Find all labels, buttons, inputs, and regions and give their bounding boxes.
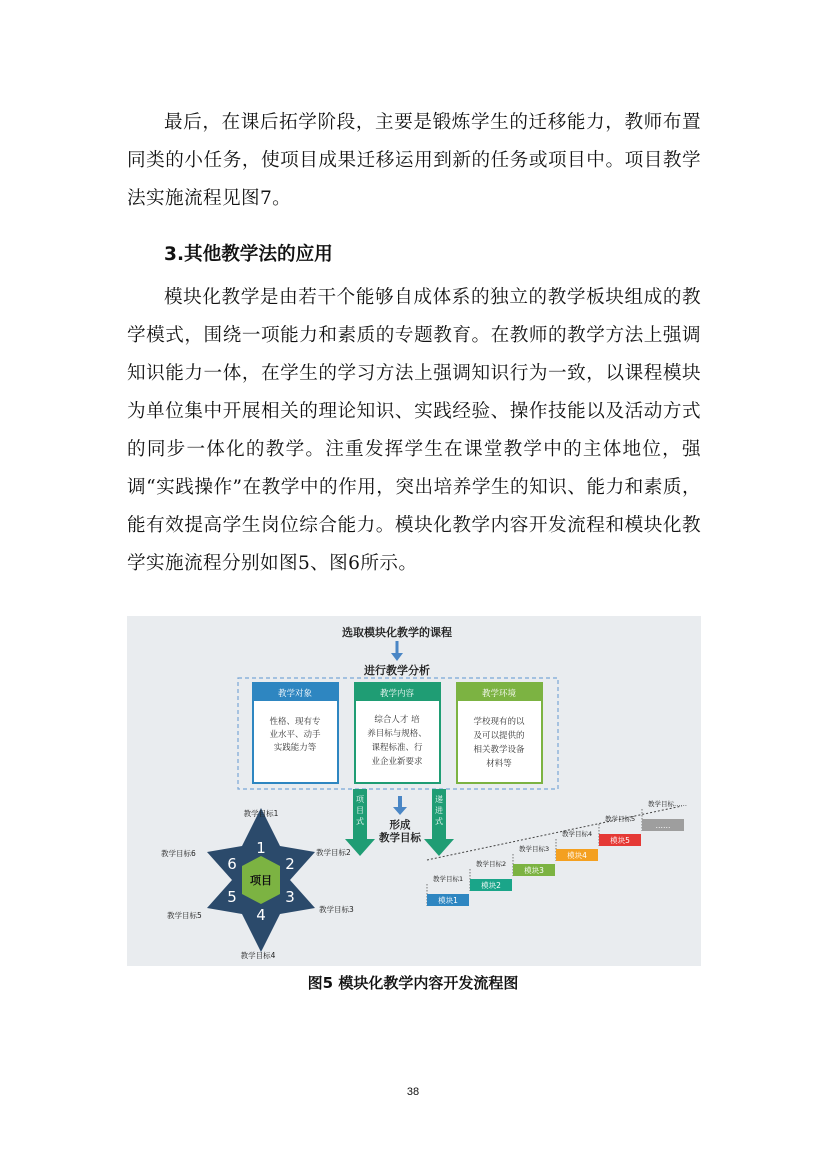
stair-module-label-3: 模块3 — [524, 866, 544, 875]
stair-goal-label-1: 教学目标1 — [433, 875, 464, 883]
star-goal-6: 教学目标6 — [161, 849, 196, 858]
star-number-3: 3 — [285, 888, 295, 906]
project-style-arrow — [345, 789, 375, 856]
flow-diagram — [127, 616, 701, 966]
center-label-1: 形成 — [389, 819, 411, 831]
star-number-2: 2 — [285, 855, 295, 873]
center-label-2: 教学目标 — [379, 832, 421, 844]
analysis-label: 进行教学分析 — [364, 664, 430, 677]
page-number: 38 — [406, 1086, 420, 1098]
top-label: 选取模块化教学的课程 — [342, 626, 452, 639]
stair-goal-label-2: 教学目标2 — [476, 860, 507, 868]
box-3-line-4: 材料等 — [486, 759, 512, 769]
box-2-line-1: 综合人才 培 — [374, 715, 420, 725]
box-teaching-object — [253, 683, 338, 783]
box-1-line-3: 实践能力等 — [273, 743, 317, 753]
left-arrow-char-3: 式 — [356, 817, 364, 826]
stair-goal-label-3: 教学目标3 — [519, 845, 550, 853]
stair-module-label-2: 模块2 — [481, 881, 501, 890]
stair-module-label-4: 模块4 — [567, 851, 587, 860]
paragraph-modular-teaching: 模块化教学是由若干个能够自成体系的独立的教学板块组成的教学模式，围绕一项能力和素质的专题教育。在教师的教学方法上强调知识能力一体，在学生的学习方法上强调知识行为一致，以课程模块为单位集中开展相关的理论知识、实践经验、操作技能以及活动方式的同步一体化的教学。注重发挥学生在课堂教学中的主体地位，强调“实践操作”在教学中的作用，突出培养学生的知识、能力和素质，能有效提高学生岗位综合能力。模块化教学内容开发流程和模块化教学实施流程分别如图5、图6所示。 — [127, 287, 701, 574]
left-arrow-char-1: 项 — [356, 795, 364, 804]
stair-module-label-6: …… — [655, 821, 671, 830]
progressive-style-arrow — [424, 789, 454, 856]
star-number-5: 5 — [227, 888, 237, 906]
box-teaching-environment — [457, 683, 542, 783]
right-arrow-char-1: 递 — [435, 795, 443, 804]
star-number-4: 4 — [256, 906, 266, 924]
section-heading: 3.其他教学法的应用 — [164, 244, 333, 265]
hub-label: 项目 — [250, 874, 272, 887]
down-arrow-head-2 — [393, 807, 407, 815]
star-number-1: 1 — [256, 839, 266, 857]
star-goal-1: 教学目标1 — [243, 809, 279, 818]
box-1-line-2: 业水平、动手 — [269, 730, 321, 740]
down-arrow-head-1 — [391, 653, 403, 661]
box-3-line-1: 学校现有的以 — [473, 717, 525, 727]
box-2-line-2: 养目标与规格、 — [367, 729, 427, 739]
star-number-6: 6 — [227, 855, 237, 873]
stair-dotted-line — [427, 806, 682, 860]
star-goal-2: 教学目标2 — [316, 848, 351, 857]
stair-module-label-5: 模块5 — [610, 836, 630, 845]
box-3-line-3: 相关教学设备 — [473, 745, 525, 755]
right-arrow-char-3: 式 — [435, 817, 443, 826]
project-star — [161, 808, 354, 960]
stair-module-label-1: 模块1 — [438, 896, 458, 905]
star-goal-5: 教学目标5 — [167, 911, 202, 920]
box-2-line-3: 课程标准、行 — [371, 743, 423, 753]
paragraph-after-class: 最后，在课后拓学阶段，主要是锻炼学生的迁移能力，教师布置同类的小任务，使项目成果迁移运用到新的任务或项目中。项目教学法实施流程见图7。 — [127, 112, 701, 209]
box-1-line-1: 性格、现有专 — [269, 717, 321, 727]
left-arrow-char-2: 目 — [356, 806, 364, 815]
stair-goal-label-4: 教学目标4 — [562, 830, 593, 838]
right-arrow-char-2: 进 — [435, 806, 443, 815]
box-2-title: 教学内容 — [379, 689, 415, 699]
module-development-figure — [127, 616, 701, 966]
star-goal-4: 教学目标4 — [240, 951, 276, 960]
stair-goal-label-6: 教学目标…… — [648, 800, 687, 808]
box-1-title: 教学对象 — [277, 689, 313, 699]
box-2-line-4: 业企业新要求 — [371, 757, 423, 767]
box-3-title: 教学环境 — [481, 689, 517, 699]
star-goal-3: 教学目标3 — [319, 905, 354, 914]
figure-caption: 图5 模块化教学内容开发流程图 — [307, 974, 519, 992]
module-staircase — [427, 799, 687, 906]
box-3-line-2: 及可以提供的 — [473, 731, 525, 741]
box-teaching-content — [355, 683, 440, 783]
stair-goal-label-5: 教学目标5 — [605, 815, 636, 823]
